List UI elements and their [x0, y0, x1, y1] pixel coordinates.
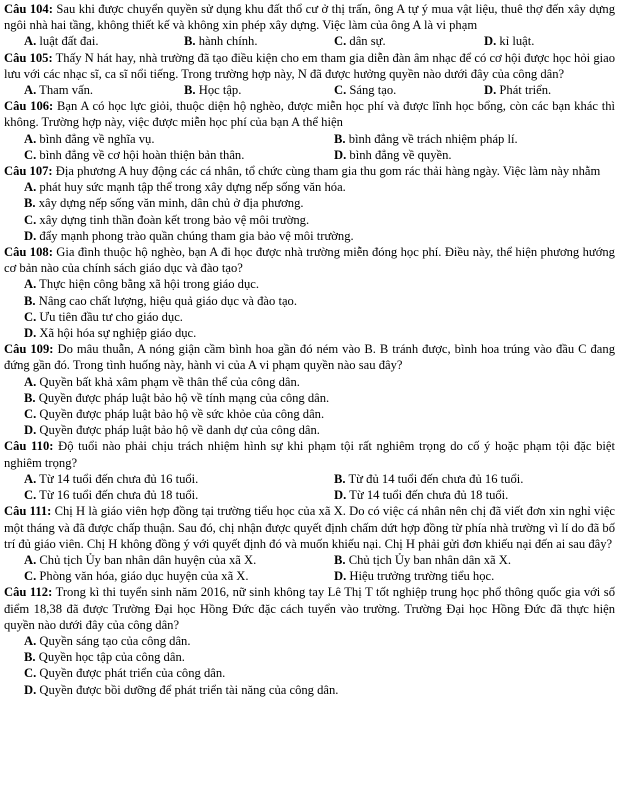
answer-option [334, 487, 619, 503]
option-key: B. [184, 34, 196, 49]
option-key: D. [24, 423, 37, 438]
option-key: C. [24, 212, 37, 227]
option-text: Quyền được pháp luật bảo hộ về sức khỏe của công dân. [39, 407, 325, 422]
option-key: D. [24, 326, 37, 341]
option-text: hành chính. [198, 34, 258, 49]
option-text: xây dựng nếp sống văn minh, dân chủ ở địa phương. [38, 196, 304, 211]
option-key: C. [24, 666, 37, 681]
option-text: bình đẳng về trách nhiệm pháp lí. [348, 131, 518, 146]
answer-option [24, 228, 615, 244]
option-key: D. [24, 228, 37, 243]
option-text: Thực hiện công bằng xã hội trong giáo dục. [39, 277, 259, 292]
option-key: C. [24, 488, 37, 503]
option-key: C. [24, 569, 37, 584]
answer-option [24, 147, 334, 163]
answer-options [4, 374, 615, 439]
answer-option [24, 487, 334, 503]
question-number: Câu 112: [4, 585, 53, 600]
option-key: B. [24, 390, 36, 405]
question-text: Sau khi được chuyển quyền sử dụng khu đất thổ cư ở thị trấn, ông A tự ý mua vật liệu, thuê thợ đến xây dựng ngôi nhà hai tầng, không thiết kế và không xin phép xây dựng. Việc làm của ông A là vi phạm [4, 2, 615, 33]
question-block [4, 503, 615, 584]
question-stem [4, 341, 615, 373]
option-key: B. [334, 131, 346, 146]
answer-option [24, 276, 615, 292]
option-text: Tham vấn. [39, 83, 94, 98]
exam-page [4, 1, 615, 698]
question-stem [4, 244, 615, 276]
question-block [4, 163, 615, 244]
question-text: Trong kì thi tuyển sinh năm 2016, nữ sinh không tay Lê Thị T tốt nghiệp trung học phổ thông quốc gia với số điểm 18,38 đã được Trường Đại học Hồng Đức đặc cách tuyển vào trường. Trường Đại học Hồng Đức đã thực hiện quyền nào dưới đây của công dân? [4, 585, 616, 632]
option-key: C. [24, 309, 37, 324]
option-key: A. [24, 374, 37, 389]
answer-option [484, 33, 619, 49]
question-stem [4, 50, 615, 82]
option-text: Từ đủ 14 tuổi đến chưa đủ 16 tuổi. [348, 471, 524, 486]
answer-options [4, 633, 615, 698]
option-text: Học tập. [198, 83, 242, 98]
answer-option [24, 309, 615, 325]
option-text: Quyền được phát triển của công dân. [39, 666, 226, 681]
option-key: D. [334, 488, 347, 503]
answer-option [24, 390, 615, 406]
option-text: bình đẳng về quyền. [349, 147, 452, 162]
option-key: B. [184, 83, 196, 98]
answer-option [334, 131, 619, 147]
answer-option [24, 552, 334, 568]
question-stem [4, 584, 615, 633]
option-key: B. [24, 293, 36, 308]
answer-option [24, 568, 334, 584]
answer-options [4, 179, 615, 244]
answer-option [334, 471, 619, 487]
answer-option [484, 82, 619, 98]
answer-options [4, 82, 615, 98]
option-text: Quyền được pháp luật bảo hộ về tính mạng của công dân. [38, 390, 330, 405]
question-number: Câu 105: [4, 50, 53, 65]
option-key: A. [24, 83, 37, 98]
option-key: A. [24, 131, 37, 146]
answer-option [24, 131, 334, 147]
answer-option [334, 147, 619, 163]
option-text: Hiệu trưởng trường tiểu học. [349, 569, 495, 584]
option-text: Sáng tạo. [349, 83, 397, 98]
answer-options [4, 33, 615, 49]
option-text: Từ 16 tuổi đến chưa đủ 18 tuổi. [39, 488, 199, 503]
answer-option [334, 568, 619, 584]
option-key: D. [24, 682, 37, 697]
question-number: Câu 104: [4, 2, 53, 16]
question-number: Câu 110: [4, 439, 54, 454]
question-block [4, 1, 615, 50]
answer-option [24, 33, 184, 49]
option-text: Quyền học tập của công dân. [38, 650, 185, 665]
option-key: A. [24, 552, 37, 567]
answer-option [24, 665, 615, 681]
answer-option [24, 406, 615, 422]
option-text: Phòng văn hóa, giáo dục huyện của xã X. [39, 569, 249, 584]
option-key: A. [24, 277, 37, 292]
option-text: Quyền bất khả xâm phạm về thân thể của công dân. [39, 374, 300, 389]
option-text: Ưu tiên đầu tư cho giáo dục. [39, 309, 183, 324]
option-key: A. [24, 180, 37, 195]
question-number: Câu 111: [4, 504, 52, 519]
answer-options [4, 471, 615, 503]
answer-option [24, 633, 615, 649]
answer-option [184, 82, 334, 98]
option-text: luật đất đai. [39, 34, 99, 49]
question-block [4, 244, 615, 341]
option-text: Quyền được pháp luật bảo hộ về danh dự của công dân. [39, 423, 320, 438]
question-text: Độ tuổi nào phải chịu trách nhiệm hình sự khi phạm tội rất nghiêm trọng do cố ý hoặc phạm tội đặc biệt nghiêm trọng? [4, 439, 615, 470]
question-number: Câu 108: [4, 245, 53, 260]
answer-option [24, 422, 615, 438]
option-key: B. [334, 552, 346, 567]
question-text: Địa phương A huy động các cá nhân, tổ chức cùng tham gia thu gom rác thải hàng ngày. Việc làm này nhằm [55, 164, 601, 179]
answer-option [24, 212, 615, 228]
answer-option [24, 471, 334, 487]
option-key: D. [484, 83, 497, 98]
option-key: C. [334, 83, 347, 98]
answer-option [334, 552, 619, 568]
option-key: A. [24, 633, 37, 648]
question-text: Bạn A có học lực giỏi, thuộc diện hộ nghèo, được miễn học phí và được lĩnh học bổng, còn các bạn khác thì không. Trường hợp này, việc được miễn học phí của bạn A thể hiện [4, 99, 615, 130]
option-text: Chủ tịch Ủy ban nhân dân huyện của xã X. [39, 552, 257, 567]
option-key: D. [334, 147, 347, 162]
option-text: Chủ tịch Ủy ban nhân dân xã X. [348, 552, 512, 567]
answer-option [24, 195, 615, 211]
option-text: Từ 14 tuổi đến chưa đủ 18 tuổi. [349, 488, 509, 503]
question-stem [4, 98, 615, 130]
option-text: xây dựng tinh thần đoàn kết trong bảo vệ môi trường. [39, 212, 310, 227]
option-text: phát huy sức mạnh tập thể trong xây dựng nếp sống văn hóa. [39, 180, 346, 195]
option-text: Từ 14 tuổi đến chưa đủ 16 tuổi. [39, 471, 199, 486]
option-text: đẩy mạnh phong trào quần chúng tham gia bảo vệ môi trường. [39, 228, 354, 243]
answer-option [24, 649, 615, 665]
question-stem [4, 1, 615, 33]
option-key: B. [24, 650, 36, 665]
answer-option [334, 33, 484, 49]
option-key: C. [24, 147, 37, 162]
option-text: Quyền sáng tạo của công dân. [39, 633, 191, 648]
option-text: bình đẳng về nghĩa vụ. [39, 131, 155, 146]
question-stem [4, 438, 615, 470]
question-block [4, 98, 615, 163]
option-text: kỉ luật. [499, 34, 535, 49]
answer-option [24, 325, 615, 341]
answer-options [4, 131, 615, 163]
option-key: B. [334, 471, 346, 486]
question-block [4, 50, 615, 99]
question-block [4, 341, 615, 438]
question-text: Gia đình thuộc hộ nghèo, bạn A đi học được nhà trường miễn đóng học phí. Điều này, thể hiện phương hướng cơ bản nào của chính sách giáo dục và đào tạo? [4, 245, 615, 276]
answer-option [24, 82, 184, 98]
question-block [4, 438, 615, 503]
question-text: Thấy N hát hay, nhà trường đã tạo điều kiện cho em tham gia diễn đàn âm nhạc để có cơ hội được học hỏi giao lưu với các nhạc sĩ, ca sĩ nổi tiếng. Trong trường hợp này, N đã được hưởng quyền nào dưới đây của công dân? [4, 50, 615, 81]
question-number: Câu 107: [4, 164, 53, 179]
answer-option [24, 682, 615, 698]
answer-option [24, 293, 615, 309]
option-text: Xã hội hóa sự nghiệp giáo dục. [39, 326, 197, 341]
option-text: Phát triển. [499, 83, 552, 98]
option-key: D. [334, 569, 347, 584]
option-key: B. [24, 196, 36, 211]
option-key: D. [484, 34, 497, 49]
question-text: Do mâu thuẫn, A nóng giận cầm bình hoa gần đó ném vào B. B tránh được, bình hoa trúng vào đầu C đang đứng gần đó. Trong tình huống này, hành vi của A vi phạm quyền nào sau đây? [4, 342, 615, 373]
option-key: C. [334, 34, 347, 49]
answer-option [184, 33, 334, 49]
question-block [4, 584, 615, 697]
question-text: Chị H là giáo viên hợp đồng tại trường tiểu học của xã X. Do có việc cá nhân nên chị đã viết đơn xin nghỉ việc một tháng và đã được chấp thuận. Sau đó, chị nhận được quyết định chấm dứt hợp đồng từ phía nhà trường vì lí do đã bố trí đủ giáo viên. Chị H không đồng ý với quyết định đó và muốn khiếu nại. Chị H phải gửi đơn khiếu nại đến ai sau đây? [4, 504, 616, 551]
option-text: bình đẳng về cơ hội hoàn thiện bản thân. [39, 147, 245, 162]
answer-option [24, 179, 615, 195]
option-key: A. [24, 471, 37, 486]
option-text: dân sự. [349, 34, 386, 49]
option-text: Quyền được bồi dưỡng để phát triển tài năng của công dân. [39, 682, 339, 697]
answer-options [4, 276, 615, 341]
option-key: A. [24, 34, 37, 49]
question-number: Câu 106: [4, 99, 54, 114]
question-stem [4, 503, 615, 552]
question-number: Câu 109: [4, 342, 54, 357]
option-key: C. [24, 407, 37, 422]
question-stem [4, 163, 615, 179]
option-text: Nâng cao chất lượng, hiệu quả giáo dục và đào tạo. [38, 293, 297, 308]
answer-option [334, 82, 484, 98]
answer-options [4, 552, 615, 584]
answer-option [24, 374, 615, 390]
